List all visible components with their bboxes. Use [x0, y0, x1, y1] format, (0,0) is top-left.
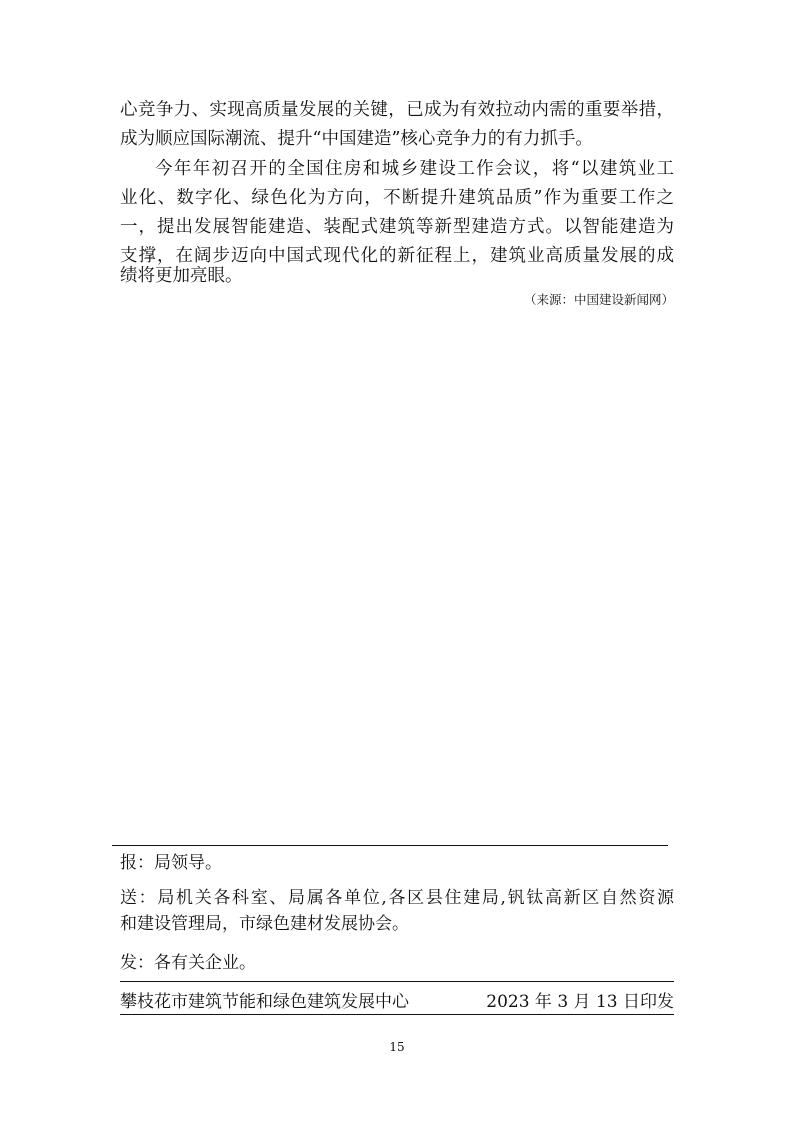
- report-to-line: 报：局领导。: [120, 853, 222, 873]
- body-line: 支撑，在阔步迈向中国式现代化的新征程上，建筑业高质量发展的成: [120, 246, 674, 266]
- body-line: 成为顺应国际潮流、提升“中国建造”核心竞争力的有力抓手。: [120, 129, 593, 149]
- divider: [112, 845, 668, 846]
- publisher-name: 攀枝花市建筑节能和绿色建筑发展中心: [120, 992, 409, 1012]
- body-line: 业化、数字化、绿色化为方向，不断提升建筑品质”作为重要工作之: [120, 188, 674, 208]
- page-number: 15: [389, 1040, 405, 1054]
- body-line: 一，提出发展智能建造、装配式建筑等新型建造方式。以智能建造为: [120, 217, 674, 237]
- source-attribution: （来源：中国建设新闻网）: [523, 292, 674, 307]
- body-line: 心竞争力、实现高质量发展的关键，已成为有效拉动内需的重要举措，: [120, 100, 674, 120]
- issue-to-line: 发：各有关企业。: [120, 953, 256, 973]
- body-line: 今年年初召开的全国住房和城乡建设工作会议，将“以建筑业工: [155, 159, 674, 179]
- body-line: 绩将更加亮眼。: [120, 266, 243, 286]
- divider: [120, 1014, 674, 1015]
- send-to-line: 和建设管理局，市绿色建材发展协会。: [120, 914, 409, 934]
- send-to-line: 送：局机关各科室、局属各单位,各区县住建局,钒钛高新区自然资源: [120, 888, 674, 908]
- issue-date: 2023 年 3 月 13 日印发: [486, 992, 674, 1012]
- divider: [120, 981, 674, 982]
